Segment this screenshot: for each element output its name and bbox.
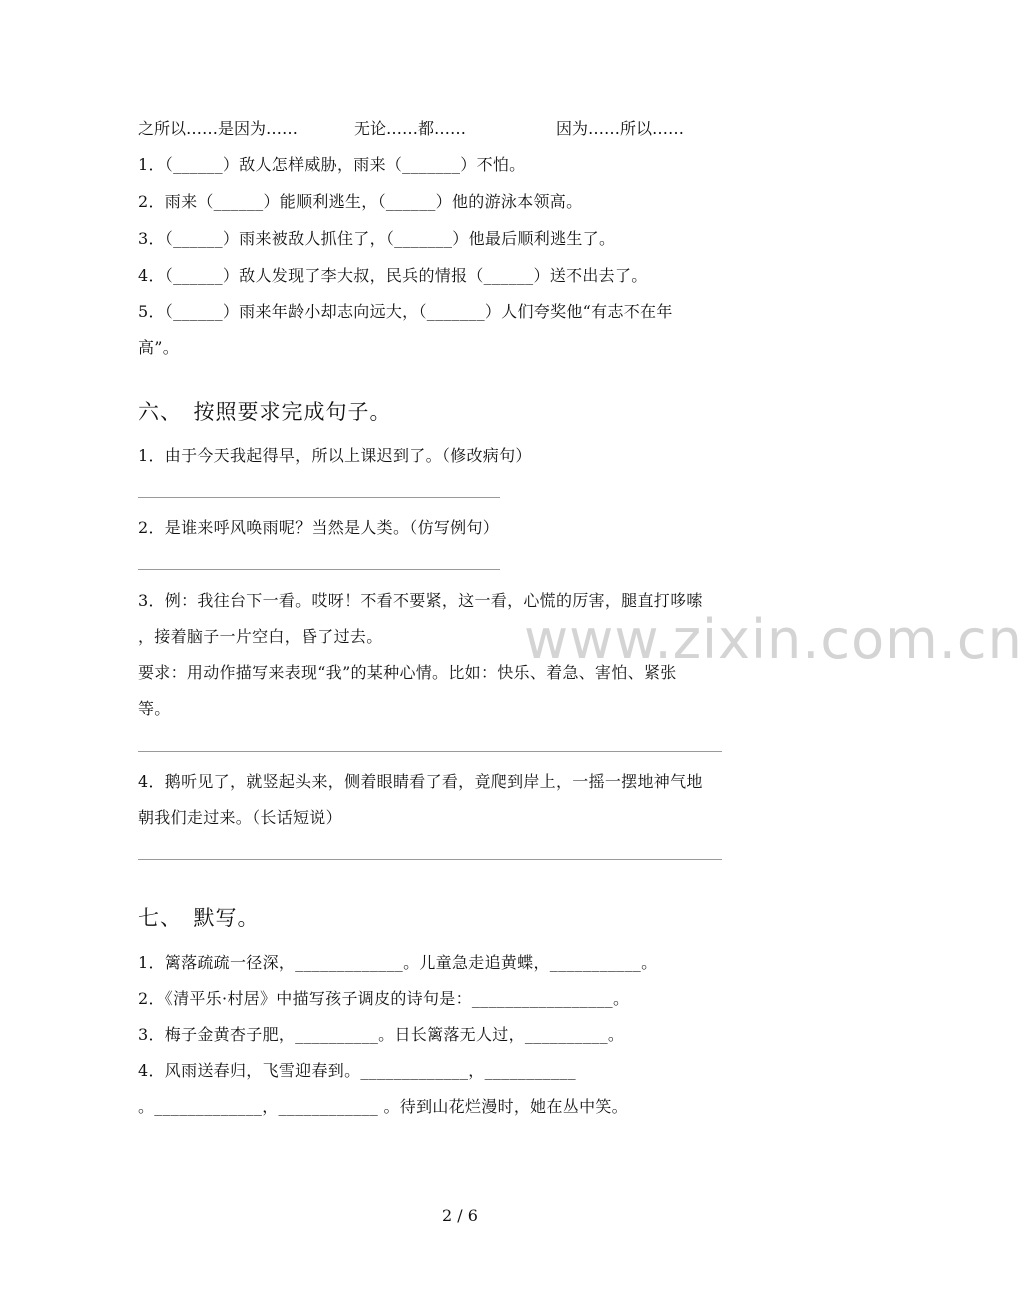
section7-item-4: 4．风雨送春归，飞雪迎春到。_____________，___________ <box>138 1061 576 1080</box>
section6-question-4-line2: 朝我们走过来。（长话短说） <box>138 808 342 827</box>
section6-question-1: 1．由于今天我起得早，所以上课迟到了。（修改病句） <box>138 446 532 465</box>
section7-item-1: 1．篱落疏疏一径深，_____________。儿童急走追黄蝶，___________。 <box>138 953 658 972</box>
answer-line-q3[interactable] <box>138 751 722 752</box>
section7-item-3: 3．梅子金黄杏子肥，__________。日长篱落无人过，__________。 <box>138 1025 625 1044</box>
conjunction-option-1: 之所以……是因为…… <box>138 119 299 138</box>
watermark: www.zixin.com.cn <box>524 608 1023 671</box>
section5-item-3: 3．（______）雨来被敌人抓住了，（_______）他最后顺利逃生了。 <box>138 229 616 248</box>
section7-heading: 七、 默写。 <box>138 906 260 930</box>
section5-item-4: 4．（______）敌人发现了李大叔，民兵的情报（______）送不出去了。 <box>138 266 648 285</box>
page-number: 2 / 6 <box>442 1206 478 1225</box>
section5-item-2: 2．雨来（______）能顺利逃生，（______）他的游泳本领高。 <box>138 192 583 211</box>
conjunction-option-3: 因为……所以…… <box>556 119 685 138</box>
section6-question-3-line2: ，接着脑子一片空白，昏了过去。 <box>138 627 383 646</box>
section7-item-2: 2．《清平乐·村居》中描写孩子调皮的诗句是：_________________。 <box>138 989 630 1008</box>
answer-line-q1[interactable] <box>138 497 500 498</box>
section6-question-2: 2．是谁来呼风唤雨呢？当然是人类。（仿写例句） <box>138 518 500 537</box>
section6-question-3-line1: 3．例：我往台下一看。哎呀！不看不要紧，这一看，心慌的厉害，腿直打哆嗦 <box>138 591 703 610</box>
section5-item-5-continued: 高”。 <box>138 338 180 357</box>
answer-line-q2[interactable] <box>138 569 500 570</box>
answer-line-q4[interactable] <box>138 859 722 860</box>
section6-question-3-requirement-continued: 等。 <box>138 699 171 718</box>
section6-heading: 六、 按照要求完成句子。 <box>138 400 392 424</box>
section5-item-5: 5．（______）雨来年龄小却志向远大，（_______）人们夸奖他“有志不在年 <box>138 302 673 321</box>
conjunction-option-2: 无论……都…… <box>354 119 467 138</box>
section5-item-1: 1．（______）敌人怎样威胁，雨来（_______）不怕。 <box>138 155 526 174</box>
section6-question-4-line1: 4．鹅听见了，就竖起头来，侧着眼睛看了看，竟爬到岸上，一摇一摆地神气地 <box>138 772 703 791</box>
section7-item-4-continued: 。_____________，____________ 。待到山花烂漫时，她在丛中笑。 <box>138 1097 628 1116</box>
section6-question-3-requirement: 要求：用动作描写来表现“我”的某种心情。比如：快乐、着急、害怕、紧张 <box>138 663 677 682</box>
